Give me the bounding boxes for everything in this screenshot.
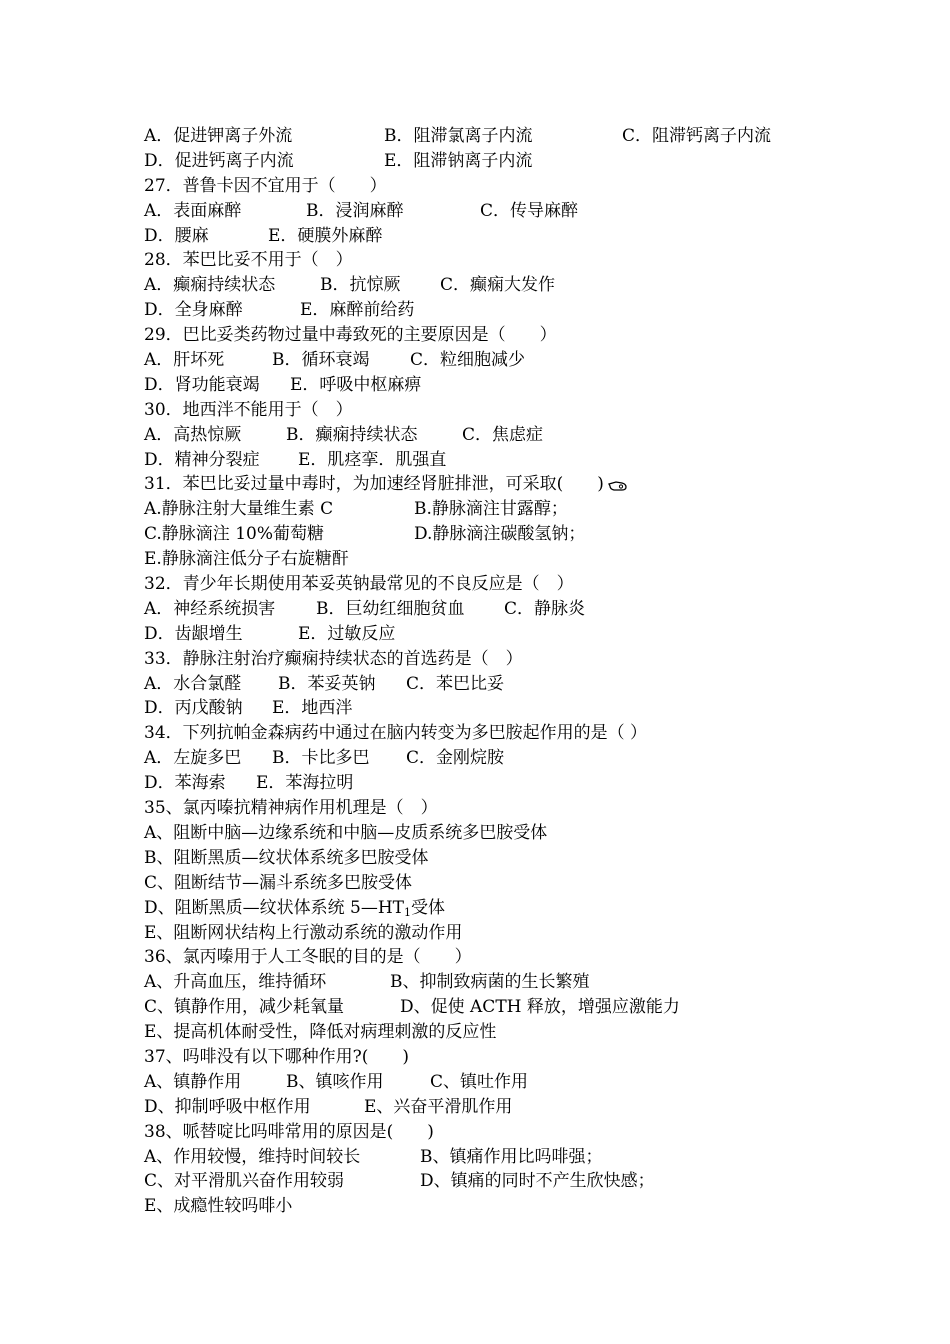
option-text: D．全身麻醉	[144, 300, 243, 321]
option-row	[144, 199, 824, 224]
hand-pointer-icon	[608, 478, 628, 492]
option-text: A．高热惊厥	[144, 424, 242, 445]
option-text: C、对平滑肌兴奋作用较弱	[144, 1171, 345, 1192]
question-line	[144, 1120, 824, 1145]
question-text: D、阻断黑质—纹状体系统 5—HT	[144, 897, 405, 918]
option-row	[144, 298, 824, 323]
option-text: C、镇吐作用	[430, 1071, 529, 1092]
option-text: E．呼吸中枢麻痹	[290, 374, 422, 395]
question-text: E.静脉滴注低分子右旋糖酐	[144, 549, 349, 570]
option-text: E．阻滞钠离子内流	[384, 150, 533, 171]
option-text: C.静脉滴注 10%葡萄糖	[144, 524, 324, 545]
option-text: A、作用较慢，维持时间较长	[144, 1146, 361, 1167]
option-text: E．麻醉前给药	[300, 300, 415, 321]
question-line	[144, 174, 824, 199]
question-text: 33．静脉注射治疗癫痫持续状态的首选药是（ ）	[144, 648, 523, 669]
option-text: B、抑制致病菌的生长繁殖	[390, 972, 590, 993]
question-line	[144, 871, 824, 896]
option-text: D．腰麻	[144, 225, 209, 246]
question-line	[144, 572, 824, 597]
option-text: D．肾功能衰竭	[144, 374, 260, 395]
option-row	[144, 1095, 824, 1120]
option-text: B．苯妥英钠	[278, 673, 376, 694]
question-text: 31．苯巴比妥过量中毒时，为加速经肾脏排泄，可采取( )	[144, 474, 604, 495]
question-text: E、提高机体耐受性，降低对病理刺激的反应性	[144, 1022, 497, 1043]
option-text: D．齿龈增生	[144, 623, 243, 644]
question-line	[144, 647, 824, 672]
option-text: A．神经系统损害	[144, 598, 276, 619]
option-text: A．表面麻醉	[144, 200, 242, 221]
question-text: E、成瘾性较吗啡小	[144, 1196, 293, 1217]
question-line	[144, 846, 824, 871]
option-row	[144, 1070, 824, 1095]
question-line	[144, 945, 824, 970]
question-line	[144, 721, 824, 746]
option-text: A.静脉注射大量维生素 C	[144, 499, 334, 520]
option-row	[144, 771, 824, 796]
option-row	[144, 746, 824, 771]
question-text: 36、氯丙嗪用于人工冬眠的目的是（ ）	[144, 947, 472, 968]
question-line	[144, 398, 824, 423]
option-text: B、镇痛作用比吗啡强；	[420, 1146, 603, 1167]
option-text: A．癫痫持续状态	[144, 275, 276, 296]
question-text: 34．下列抗帕金森病药中通过在脑内转变为多巴胺起作用的是（ ）	[144, 723, 648, 744]
subscript: 1	[404, 905, 412, 919]
question-line	[144, 921, 824, 946]
question-text: 受体	[411, 897, 446, 918]
option-text: D.静脉滴注碳酸氢钠；	[414, 524, 586, 545]
option-text: A．促进钾离子外流	[144, 126, 293, 146]
option-row	[144, 1145, 824, 1170]
option-text: A．左旋多巴	[144, 748, 242, 769]
option-text: B．浸润麻醉	[306, 200, 404, 221]
option-text: D．精神分裂症	[144, 449, 260, 470]
question-text: 37、吗啡没有以下哪种作用?( )	[144, 1046, 410, 1067]
question-text: 27．普鲁卡因不宜用于（ ）	[144, 175, 387, 196]
question-line	[144, 821, 824, 846]
option-row	[144, 995, 824, 1020]
question-text: 29．巴比妥类药物过量中毒致死的主要原因是（ ）	[144, 325, 557, 346]
option-text: E．地西泮	[272, 698, 353, 719]
question-text: 38、哌替啶比吗啡常用的原因是( )	[144, 1121, 434, 1142]
option-text: A．水合氯醛	[144, 673, 242, 694]
question-text: B、阻断黑质—纹状体系统多巴胺受体	[144, 847, 429, 868]
option-text: C．粒细胞减少	[410, 350, 526, 371]
option-row	[144, 348, 824, 373]
question-text: A、阻断中脑—边缘系统和中脑—皮质系统多巴胺受体	[144, 822, 548, 843]
question-text: E、阻断网状结构上行激动系统的激动作用	[144, 922, 463, 943]
question-text: 35、氯丙嗪抗精神病作用机理是（ ）	[144, 798, 438, 819]
option-row	[144, 373, 824, 398]
question-text: 28．苯巴比妥不用于（ ）	[144, 250, 353, 271]
option-text: D、促使 ACTH 释放，增强应激能力	[400, 997, 680, 1018]
option-text: D．苯海索	[144, 773, 226, 794]
option-text: B．卡比多巴	[272, 748, 370, 769]
option-text: E．肌痉挛．肌强直	[298, 449, 447, 470]
option-text: E．过敏反应	[298, 623, 396, 644]
question-line	[144, 1020, 824, 1045]
question-text: C、阻断结节—漏斗系统多巴胺受体	[144, 872, 413, 893]
option-row	[144, 497, 824, 522]
option-text: B．抗惊厥	[320, 275, 401, 296]
option-row	[144, 970, 824, 995]
option-text: C．金刚烷胺	[406, 748, 505, 769]
option-text: A、升高血压，维持循环	[144, 972, 327, 993]
option-row	[144, 224, 824, 249]
option-text: B．阻滞氯离子内流	[384, 126, 533, 146]
option-row	[144, 672, 824, 697]
option-text: B、镇咳作用	[286, 1071, 384, 1092]
option-row	[144, 522, 824, 547]
question-line	[144, 547, 824, 572]
option-row	[144, 149, 824, 174]
option-row	[144, 622, 824, 647]
option-text: B．循环衰竭	[272, 350, 370, 371]
option-row	[144, 423, 824, 448]
question-line	[144, 472, 824, 497]
option-row	[144, 597, 824, 622]
question-line	[144, 248, 824, 273]
option-text: E．苯海拉明	[256, 773, 354, 794]
document-page	[144, 124, 824, 1219]
question-text: 32．青少年长期使用苯妥英钠最常见的不良反应是（ ）	[144, 574, 574, 595]
option-text: C．癫痫大发作	[440, 275, 556, 296]
question-line	[144, 1194, 824, 1219]
option-text: C．静脉炎	[504, 598, 586, 619]
option-text: E、兴奋平滑肌作用	[364, 1096, 513, 1117]
option-text: C．苯巴比妥	[406, 673, 505, 694]
option-text: E．硬膜外麻醉	[268, 225, 383, 246]
option-row	[144, 124, 824, 149]
option-text: D．促进钙离子内流	[144, 150, 294, 171]
option-text: C．焦虑症	[462, 424, 544, 445]
option-text: D、镇痛的同时不产生欣快感；	[420, 1171, 655, 1192]
option-text: A．肝坏死	[144, 350, 225, 371]
option-row	[144, 696, 824, 721]
question-text: 30．地西泮不能用于（ ）	[144, 399, 353, 420]
option-text: A、镇静作用	[144, 1071, 242, 1092]
option-row	[144, 448, 824, 473]
option-text: B．癫痫持续状态	[286, 424, 418, 445]
option-text: D．丙戊酸钠	[144, 698, 243, 719]
question-line	[144, 796, 824, 821]
option-text: C、镇静作用，减少耗氧量	[144, 997, 345, 1018]
option-text: B.静脉滴注甘露醇；	[414, 499, 568, 520]
option-text: B．巨幼红细胞贫血	[316, 598, 465, 619]
option-text: C．传导麻醉	[480, 200, 579, 221]
option-text: C．阻滞钙离子内流	[622, 126, 772, 146]
question-line	[144, 323, 824, 348]
question-line	[144, 896, 824, 921]
question-line	[144, 1045, 824, 1070]
option-text: D、抑制呼吸中枢作用	[144, 1096, 311, 1117]
option-row	[144, 1169, 824, 1194]
option-row	[144, 273, 824, 298]
